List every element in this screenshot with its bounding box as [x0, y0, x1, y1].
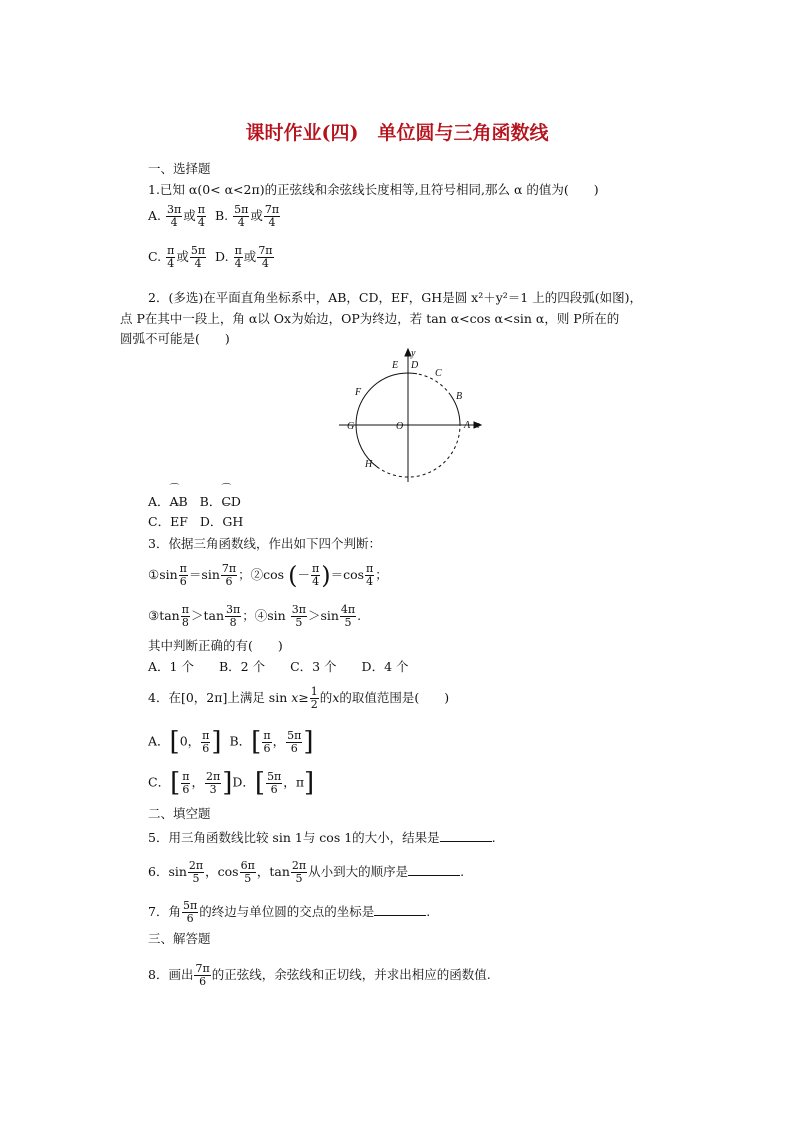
arc-ha-dashed: [377, 425, 460, 477]
fraction: $\frac{\pi}{6}$: [182, 769, 190, 796]
question-3-judgements-3-4: ③tan $\frac{\pi}{8}$ ＞tan $\frac{3\pi}{8}$ ；④sin $\frac{3\pi}{5}$ ＞sin $\frac{4\pi}{5}$ .: [148, 603, 362, 629]
fraction: $\frac{\pi}{6}$: [263, 728, 271, 755]
unit-circle-figure: [335, 346, 485, 484]
option-c-label: C.: [148, 249, 162, 264]
fraction: $\frac{\pi}{4}$: [311, 562, 320, 588]
section-heading-solve: 三、解答题: [148, 931, 211, 946]
fraction: $\frac{\pi}{4}$: [167, 244, 175, 270]
question-1-stem: 1.已知 α(0< α<2π)的正弦线和余弦线长度相等,且符号相同,那么 α 的值为( ): [148, 182, 599, 197]
fraction: $\frac{4\pi}{5}$: [340, 603, 356, 629]
question-1-options-cd: C. $\frac{\pi}{4}$ 或 $\frac{5\pi}{4}$ D. $\frac{\pi}{4}$ 或 $\frac{7\pi}{4}$: [148, 244, 273, 270]
fraction: $\frac{3\pi}{4}$: [167, 203, 182, 229]
question-3-options: A．1 个 B．2 个 C．3 个 D．4 个: [148, 659, 409, 674]
question-3-stem: 3．依据三角函数线，作出如下四个判断：: [148, 536, 381, 551]
question-4-stem: 4．在[0，2π]上满足 sin x≥ $\frac{1}{2}$ 的x的取值范围是( ): [148, 685, 450, 711]
page-title: 课时作业(四) 单位圆与三角函数线: [245, 122, 549, 144]
fraction: $\frac{2\pi}{3}$: [205, 769, 221, 796]
fraction: $\frac{\pi}{6}$: [202, 728, 210, 755]
question-8: 8．画出 $\frac{7\pi}{6}$ 的正弦线，余弦线和正切线，并求出相应的函数值.: [148, 962, 491, 988]
answer-blank[interactable]: [440, 829, 492, 842]
question-2-options-cd: C．⌒ EF D．⌒ GH: [148, 516, 243, 529]
fraction: $\frac{7\pi}{4}$: [258, 244, 273, 270]
fraction: $\frac{5\pi}{4}$: [190, 244, 206, 270]
fraction: $\frac{7\pi}{6}$: [195, 962, 210, 988]
point-label-d: D: [411, 360, 419, 371]
question-6: 6．sin $\frac{2\pi}{5}$ ，cos $\frac{6\pi}{5}$ ，tan $\frac{2\pi}{5}$ 从小到大的顺序是 .: [148, 859, 465, 885]
fraction: $\frac{3\pi}{5}$: [291, 603, 306, 629]
origin-label-o: O: [396, 421, 404, 432]
fraction: $\frac{\pi}{6}$: [179, 562, 187, 588]
question-4-options-ab: A．[0， $\frac{\pi}{6}$ ] B．[ $\frac{\pi}{6}$ ， $\frac{5\pi}{6}$ ]: [148, 727, 314, 757]
section-heading-fill: 二、填空题: [148, 806, 211, 821]
fraction: $\frac{3\pi}{8}$: [226, 603, 241, 629]
question-3-judgements-1-2: ①sin $\frac{\pi}{6}$ ＝sin $\frac{7\pi}{6}$ ；②cos (－ $\frac{\pi}{4}$ )＝cos $\frac{\pi}{4}$ ；: [148, 561, 388, 590]
fraction: $\frac{5\pi}{6}$: [182, 899, 198, 925]
question-2-line-1: 2．(多选)在平面直角坐标系中，AB，CD，EF，GH是圆 x²＋y²＝1 上的四段弧(如图)，: [148, 290, 642, 305]
fraction: $\frac{\pi}{8}$: [181, 603, 189, 629]
question-4-options-cd: C．[ $\frac{\pi}{6}$ ， $\frac{2\pi}{3}$ ]D．[ $\frac{5\pi}{6}$ ，π]: [148, 768, 315, 798]
axis-label-x: x: [475, 420, 480, 431]
fraction: $\frac{\pi}{4}$: [234, 244, 242, 270]
fraction: $\frac{\pi}{4}$: [197, 203, 205, 229]
fraction: $\frac{\pi}{4}$: [366, 562, 374, 588]
fraction: $\frac{2\pi}{5}$: [291, 859, 307, 885]
fraction: $\frac{1}{2}$: [310, 685, 318, 711]
answer-blank[interactable]: [408, 863, 460, 876]
point-label-b: B: [456, 391, 463, 402]
fraction: $\frac{5\pi}{6}$: [267, 769, 282, 796]
option-b-label: B.: [214, 208, 229, 223]
point-label-e: E: [392, 360, 399, 371]
arc-ef-g: [356, 374, 399, 425]
option-d-label: D.: [215, 249, 229, 264]
question-2-line-2: 点 P在其中一段上，角 α以 Ox为始边，OP为终边，若 tan α<cos α<sin α，则 P所在的: [120, 311, 620, 326]
question-1-options-ab: A. $\frac{3\pi}{4}$ 或 $\frac{\pi}{4}$ B. $\frac{5\pi}{4}$ 或 $\frac{7\pi}{4}$: [148, 203, 280, 229]
arc-bc-dashed: [417, 374, 451, 395]
fraction: $\frac{2\pi}{5}$: [188, 859, 204, 885]
arc-cd-label: ⌒ CD: [221, 496, 241, 509]
arc-gh-label: ⌒ GH: [222, 516, 243, 529]
question-2-line-3: 圆弧不可能是( ): [120, 331, 230, 346]
fraction: $\frac{5\pi}{4}$: [234, 203, 249, 229]
question-5: 5．用三角函数线比较 sin 1与 cos 1的大小，结果是 .: [148, 830, 496, 845]
axis-label-y: y: [411, 348, 416, 359]
option-a-label: A.: [148, 208, 162, 223]
section-heading-choice: 一、选择题: [148, 161, 211, 176]
question-3-ask: 其中判断正确的有( ): [148, 638, 283, 653]
question-2-options-ab: A．⌒ AB B．⌒ CD: [148, 496, 241, 509]
point-label-a: A: [464, 420, 471, 431]
point-label-c: C: [435, 368, 442, 379]
fraction: $\frac{6\pi}{5}$: [240, 859, 255, 885]
arc-ef-label: ⌒ EF: [170, 516, 188, 529]
point-label-f: F: [355, 387, 362, 398]
fraction: $\frac{7\pi}{4}$: [264, 203, 280, 229]
arc-ab-label: ⌒ AB: [170, 496, 188, 509]
fraction: $\frac{7\pi}{6}$: [221, 562, 237, 588]
point-label-g: G: [347, 421, 355, 432]
question-7: 7．角 $\frac{5\pi}{6}$ 的终边与单位圆的交点的坐标是 .: [148, 899, 431, 925]
answer-blank[interactable]: [374, 903, 426, 916]
fraction: $\frac{5\pi}{6}$: [287, 728, 302, 755]
point-label-h: H: [365, 459, 373, 470]
